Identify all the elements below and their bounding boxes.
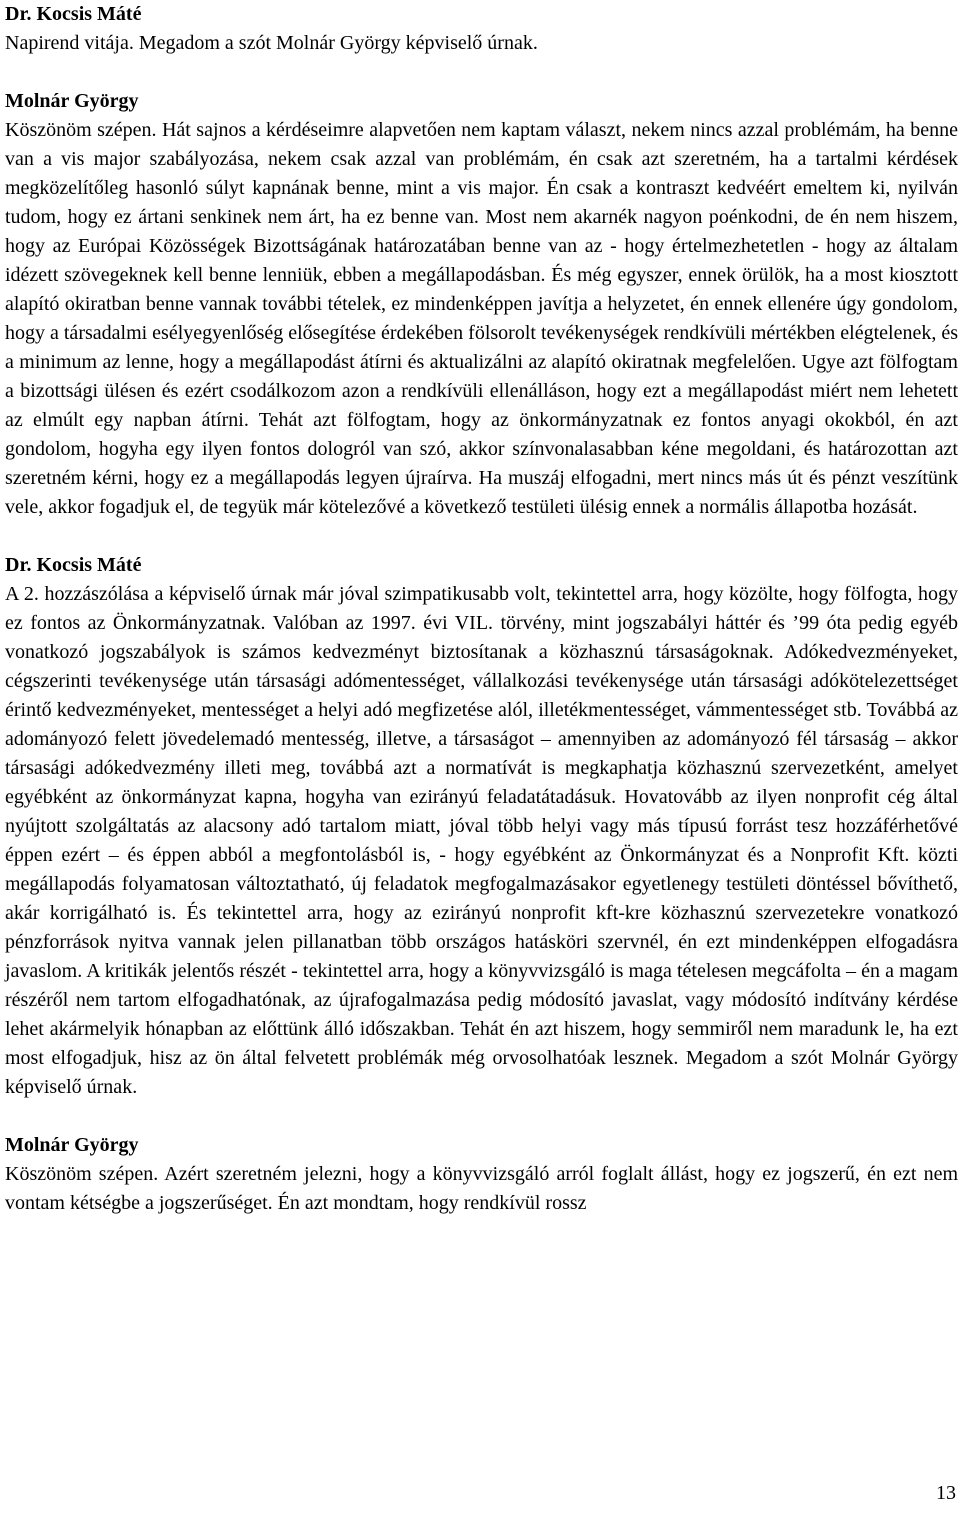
speech-paragraph: Köszönöm szépen. Hát sajnos a kérdéseimre alapvetően nem kaptam választ, nekem nincs azzal problémám, ha benne van a vis major szabályozása, nekem csak azzal van problémám, én csak azt szeretném, ha a tartalmi kérdések megközelítőleg hasonló súlyt kapnának benne, mint a vis major. Én csak a kontraszt kedvéért emeltem ki, nyilván tudom, hogy ez ártani senkinek nem árt, ha ez benne van. Most nem akarnék nagyon poénkodni, de én nem hiszem, hogy az Európai Közösségek Bizottságának határozatában benne van az - hogy értelmezhetetlen - hogy az általam idézett szövegeknek kell benne lenniük, ebben a megállapodásban. És még egyszer, ennek örülök, ha a most kiosztott alapító okiratban benne vannak további tételek, ez mindenképpen javítja a helyzetet, én ennek ellenére úgy gondolom, hogy a társadalmi esélyegyenlőség elősegítése érdekében fölsorolt tevékenységek rendkívüli mértékben elégtelenek, és a minimum az lenne, hogy a megállapodást átírni és aktualizálni az alapító okiratnak megfelelően. Ugye azt fölfogtam a bizottsági ülésen és ezért csodálkozom azon a rendkívüli ellenálláson, hogy ezt a megállapodást miért nem lehetett az elmúlt egy napban átírni. Tehát azt fölfogtam, hogy az önkormányzatnak ez fontos anyagi okokból, én azt gondolom, hogyha egy ilyen fontos dologról van szó, akkor színvonalasabban kéne megoldani, és határozottan azt szeretném kérni, hogy ez a megállapodás legyen újraírva. Ha muszáj elfogadni, mert nincs más út és pénzt veszítünk vele, akkor fogadjuk el, de tegyük már kötelezővé a következő testületi ülésig ennek a normális állapotba hozását. xyxy=(5,119,958,518)
paragraph-gap xyxy=(5,522,958,551)
page-number: 13 xyxy=(936,1482,956,1504)
speech-paragraph: A 2. hozzászólása a képviselő úrnak már jóval szimpatikusabb volt, tekintettel arra, hogy közölte, hogy fölfogta, hogy ez fontos az Önkormányzatnak. Valóban az 1997. évi VIL. törvény, mint jogszabályi háttér és ’99 óta pedig egyéb vonatkozó jogszabályok is számos kedvezményt biztosítanak a közhasznú társaságoknak. Adókedvezményeket, cégszerinti tevékenysége után társasági adómentességet, vállalkozási tevékenysége után társasági adókötelezettséget érintő kedvezményeket, mentességet a helyi adó megfizetése alól, illetékmentességet, vámmentességet stb. Továbbá az adományozó felett jövedelemadó mentesség, illetve, a társaságot – amennyiben az adományozó fél társaság – akkor társasági adókedvezmény illeti meg, továbbá azt a normatívát is megkaphatja közhasznú szervezetként, amelyet egyébként az önkormányzat kapna, hogyha van ezirányú feladatátadásuk. Hovatovább az ilyen nonprofit cég által nyújtott szolgáltatás az alacsony adó tartalom miatt, jóval több helyi vagy más típusú forrást tesz hozzáférhetővé éppen ezért – és éppen abból a megfontolásból is, - hogy egyébként az Önkormányzat és a Nonprofit Kft. közti megállapodás folyamatosan változtatható, új feladatok megfogalmazásakor egyetlenegy testületi döntéssel bővíthető, akár korrigálható is. És tekintettel arra, hogy az ezirányú nonprofit kft-kre közhasznú szervezetekre vonatkozó pénzforrások nyitva vannak jelen pillanatban több országos hatásköri szervnél, én ezt mindenképpen elfogadásra javaslom. A kritikák jelentős részét - tekintettel arra, hogy a könyvvizsgáló is maga tételesen megcáfolta – én a magam részéről nem tartom elfogadhatónak, az újrafogalmazása pedig módosító javaslat, vagy módosító indítvány kérdése lehet akármelyik hónapban az előttünk álló időszakban. Tehát én azt hiszem, hogy semmiről nem maradunk le, ha ezt most elfogadjuk, hisz az ön által felvetett problémák még orvosolhatóak lesznek. Megadom a szót Molnár György képviselő úrnak. xyxy=(5,583,958,1098)
speaker-name: Dr. Kocsis Máté xyxy=(5,554,142,576)
speech-paragraph: Köszönöm szépen. Azért szeretném jelezni, hogy a könyvvizsgáló arról foglalt állást, hogy ez jogszerű, én ezt nem vontam kétségbe a jogszerűséget. Én azt mondtam, hogy rendkívül rossz xyxy=(5,1163,958,1214)
speaker-name: Molnár György xyxy=(5,90,139,112)
paragraph-gap xyxy=(5,1102,958,1131)
paragraph-gap xyxy=(5,58,958,87)
document-page xyxy=(5,0,958,1218)
speaker-name: Dr. Kocsis Máté xyxy=(5,3,142,25)
speaker-name: Molnár György xyxy=(5,1134,139,1156)
speech-paragraph: Napirend vitája. Megadom a szót Molnár György képviselő úrnak. xyxy=(5,32,538,54)
